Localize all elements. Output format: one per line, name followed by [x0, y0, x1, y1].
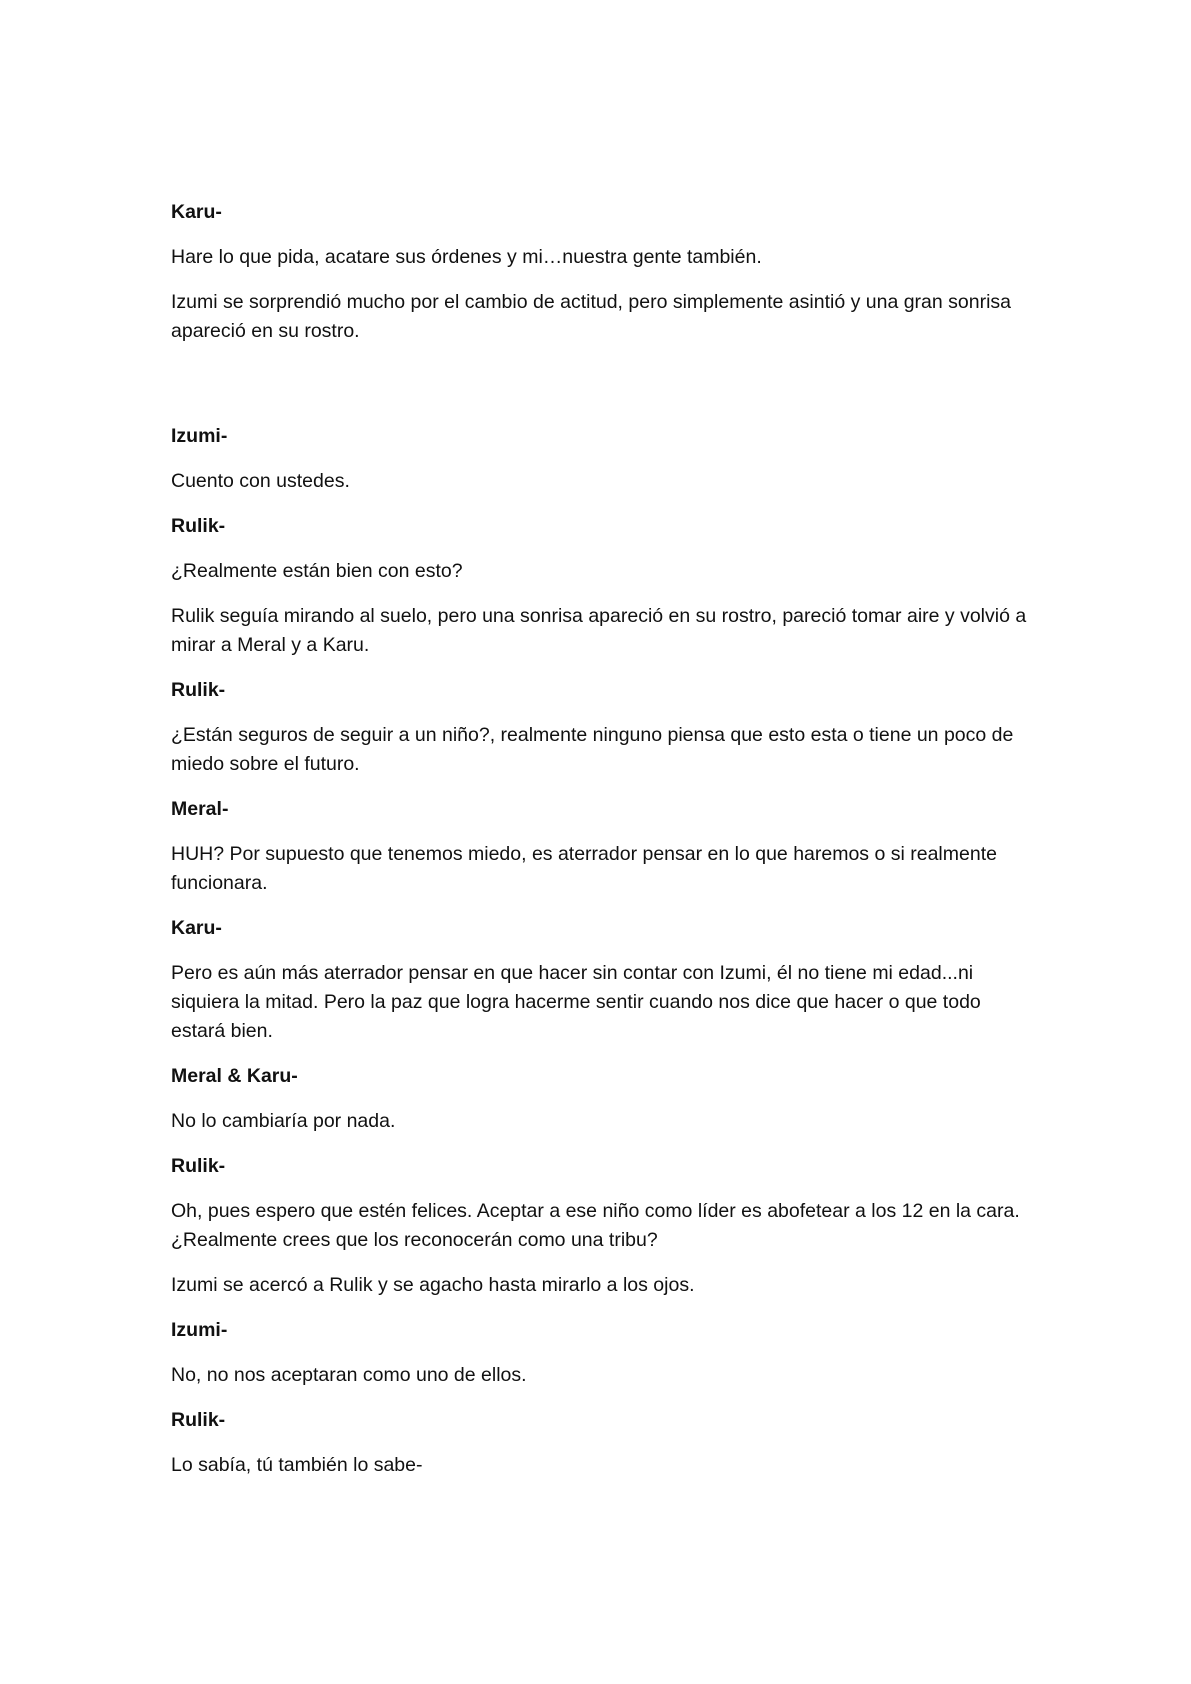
dialogue-paragraph: Rulik seguía mirando al suelo, pero una sonrisa apareció en su rostro, pareció tomar aire y volvió a mirar a Meral y a Karu. — [171, 605, 1027, 656]
dialogue-paragraph: No lo cambiaría por nada. — [171, 1110, 396, 1132]
dialogue-paragraph: ¿Están seguros de seguir a un niño?, realmente ninguno piensa que esto esta o tiene un poco de miedo sobre el futuro. — [171, 724, 1014, 775]
dialogue-paragraph: Oh, pues espero que estén felices. Aceptar a ese niño como líder es abofetear a los 12 en la cara. ¿Realmente crees que los reconocerán como una tribu? — [171, 1200, 1020, 1251]
dialogue-paragraph: Cuento con ustedes. — [171, 470, 350, 492]
speaker-name: Rulik- — [171, 515, 226, 537]
dialogue-paragraph: Izumi se acercó a Rulik y se agacho hasta mirarlo a los ojos. — [171, 1274, 695, 1296]
speaker-name: Karu- — [171, 917, 222, 939]
speaker-name: Izumi- — [171, 425, 228, 447]
dialogue-paragraph: ¿Realmente están bien con esto? — [171, 560, 463, 582]
speaker-name: Meral & Karu- — [171, 1065, 298, 1087]
dialogue-paragraph: Lo sabía, tú también lo sabe- — [171, 1454, 423, 1476]
speaker-name: Rulik- — [171, 1155, 226, 1177]
dialogue-paragraph: HUH? Por supuesto que tenemos miedo, es aterrador pensar en lo que haremos o si realmente funcionara. — [171, 843, 997, 894]
dialogue-paragraph: Izumi se sorprendió mucho por el cambio de actitud, pero simplemente asintió y una gran sonrisa apareció en su rostro. — [171, 291, 1012, 342]
speaker-name: Meral- — [171, 798, 229, 820]
speaker-name: Izumi- — [171, 1319, 228, 1341]
dialogue-paragraph: Hare lo que pida, acatare sus órdenes y mi…nuestra gente también. — [171, 246, 762, 268]
document-body — [171, 198, 1031, 1496]
speaker-name: Rulik- — [171, 679, 226, 701]
speaker-name: Karu- — [171, 201, 222, 223]
dialogue-paragraph: Pero es aún más aterrador pensar en que hacer sin contar con Izumi, él no tiene mi edad...ni siquiera la mitad. Pero la paz que logra hacerme sentir cuando nos dice que hacer o que todo estará bien. — [171, 962, 981, 1042]
speaker-name: Rulik- — [171, 1409, 226, 1431]
paragraph-gap — [171, 362, 1031, 422]
dialogue-paragraph: No, no nos aceptaran como uno de ellos. — [171, 1364, 527, 1386]
